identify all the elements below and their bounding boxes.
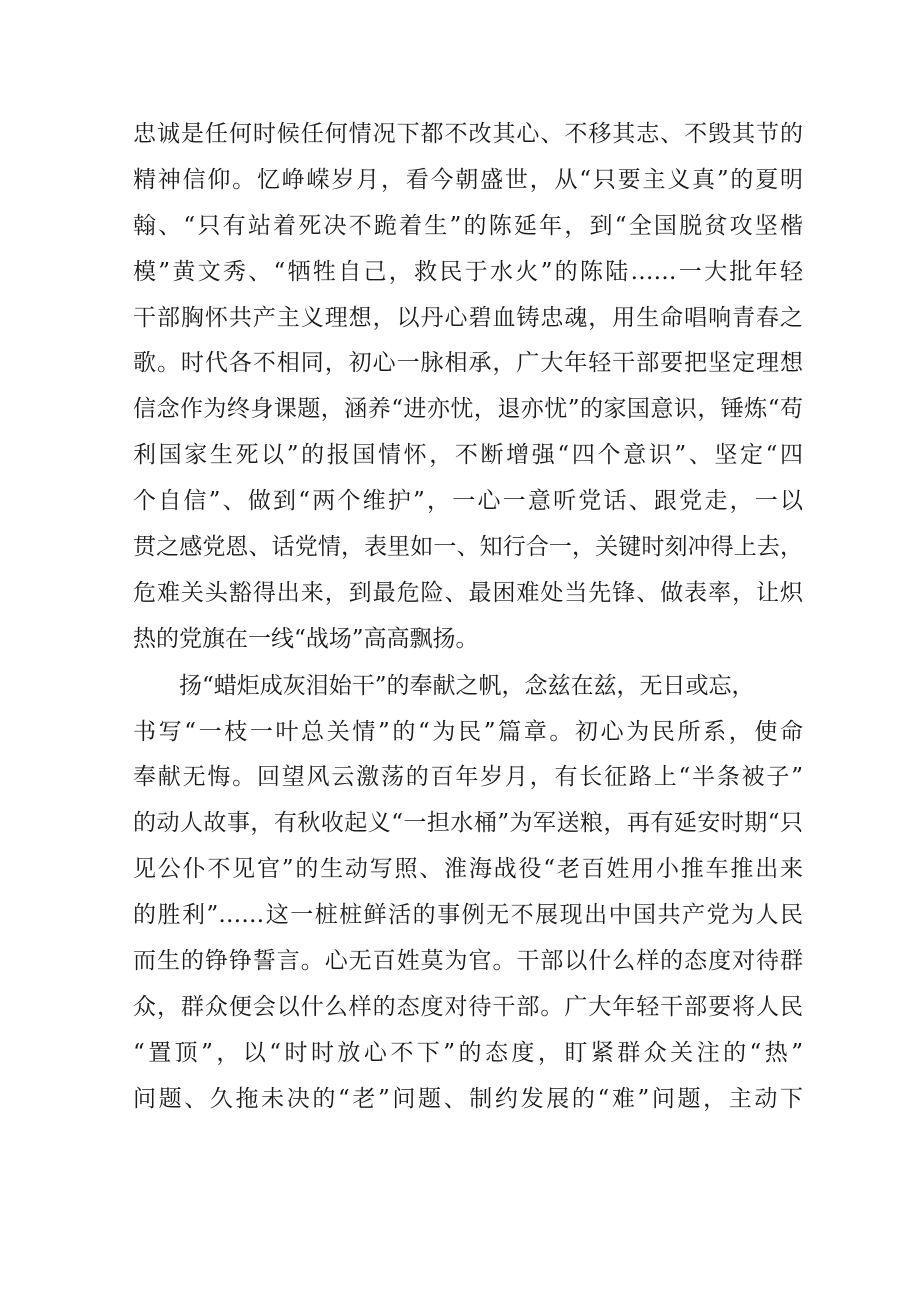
text-line: 书写“一枝一叶总关情”的“为民”篇章。初心为民所系，使命 [133, 718, 803, 745]
text-line: 利国家生死以”的报国情怀，不断增强“四个意识”、坚定“四 [133, 442, 803, 469]
text-line: 奉献无悔。回望风云激荡的百年岁月，有长征路上“半条被子” [133, 764, 803, 791]
text-line: 的胜利”……这一桩桩鲜活的事例无不展现出中国共产党为人民 [133, 902, 803, 929]
text-line: 而生的铮铮誓言。心无百姓莫为官。干部以什么样的态度对待群 [133, 948, 803, 975]
text-line: 危难关头豁得出来，到最危险、最困难处当先锋、做表率，让炽 [133, 579, 803, 606]
text-line: 个自信”、做到“两个维护”，一心一意听党话、跟党走，一以 [133, 488, 803, 515]
text-line: 歌。时代各不相同，初心一脉相承，广大年轻干部要把坚定理想 [133, 350, 803, 377]
text-line: 精神信仰。忆峥嵘岁月，看今朝盛世，从“只要主义真”的夏明 [133, 166, 803, 193]
text-line: 扬“蜡炬成灰泪始干”的奉献之帆，念兹在兹，无日或忘， [179, 672, 755, 699]
text-line: 模”黄文秀、“牺牲自己，救民于水火”的陈陆……一大批年轻 [133, 258, 803, 285]
text-line: 翰、“只有站着死决不跪着生”的陈延年，到“全国脱贫攻坚楷 [133, 212, 803, 239]
text-line: 贯之感党恩、话党情，表里如一、知行合一，关键时刻冲得上去， [133, 534, 803, 561]
document-body [133, 112, 803, 1123]
text-line: 众，群众便会以什么样的态度对待干部。广大年轻干部要将人民 [133, 993, 803, 1020]
text-line: 见公仆不见官”的生动写照、淮海战役“老百姓用小推车推出来 [133, 856, 803, 883]
text-line: 问题、久拖未决的“老”问题、制约发展的“难”问题，主动下 [133, 1085, 803, 1112]
text-line: 信念作为终身课题，涵养“进亦忧，退亦忧”的家国意识，锤炼“苟 [133, 396, 803, 423]
text-line: 热的党旗在一线“战场”高高飘扬。 [133, 625, 479, 652]
text-line: 的动人故事，有秋收起义“一担水桶”为军送粮，再有延安时期“只 [133, 810, 803, 837]
paragraph-dedication [133, 664, 803, 1123]
text-line: 干部胸怀共产主义理想，以丹心碧血铸忠魂，用生命唱响青春之 [133, 304, 803, 331]
paragraph-loyalty [133, 112, 803, 663]
text-line: 忠诚是任何时候任何情况下都不改其心、不移其志、不毁其节的 [133, 121, 803, 147]
text-line: “置顶”，以“时时放心不下”的态度，盯紧群众关注的“热” [133, 1039, 803, 1066]
